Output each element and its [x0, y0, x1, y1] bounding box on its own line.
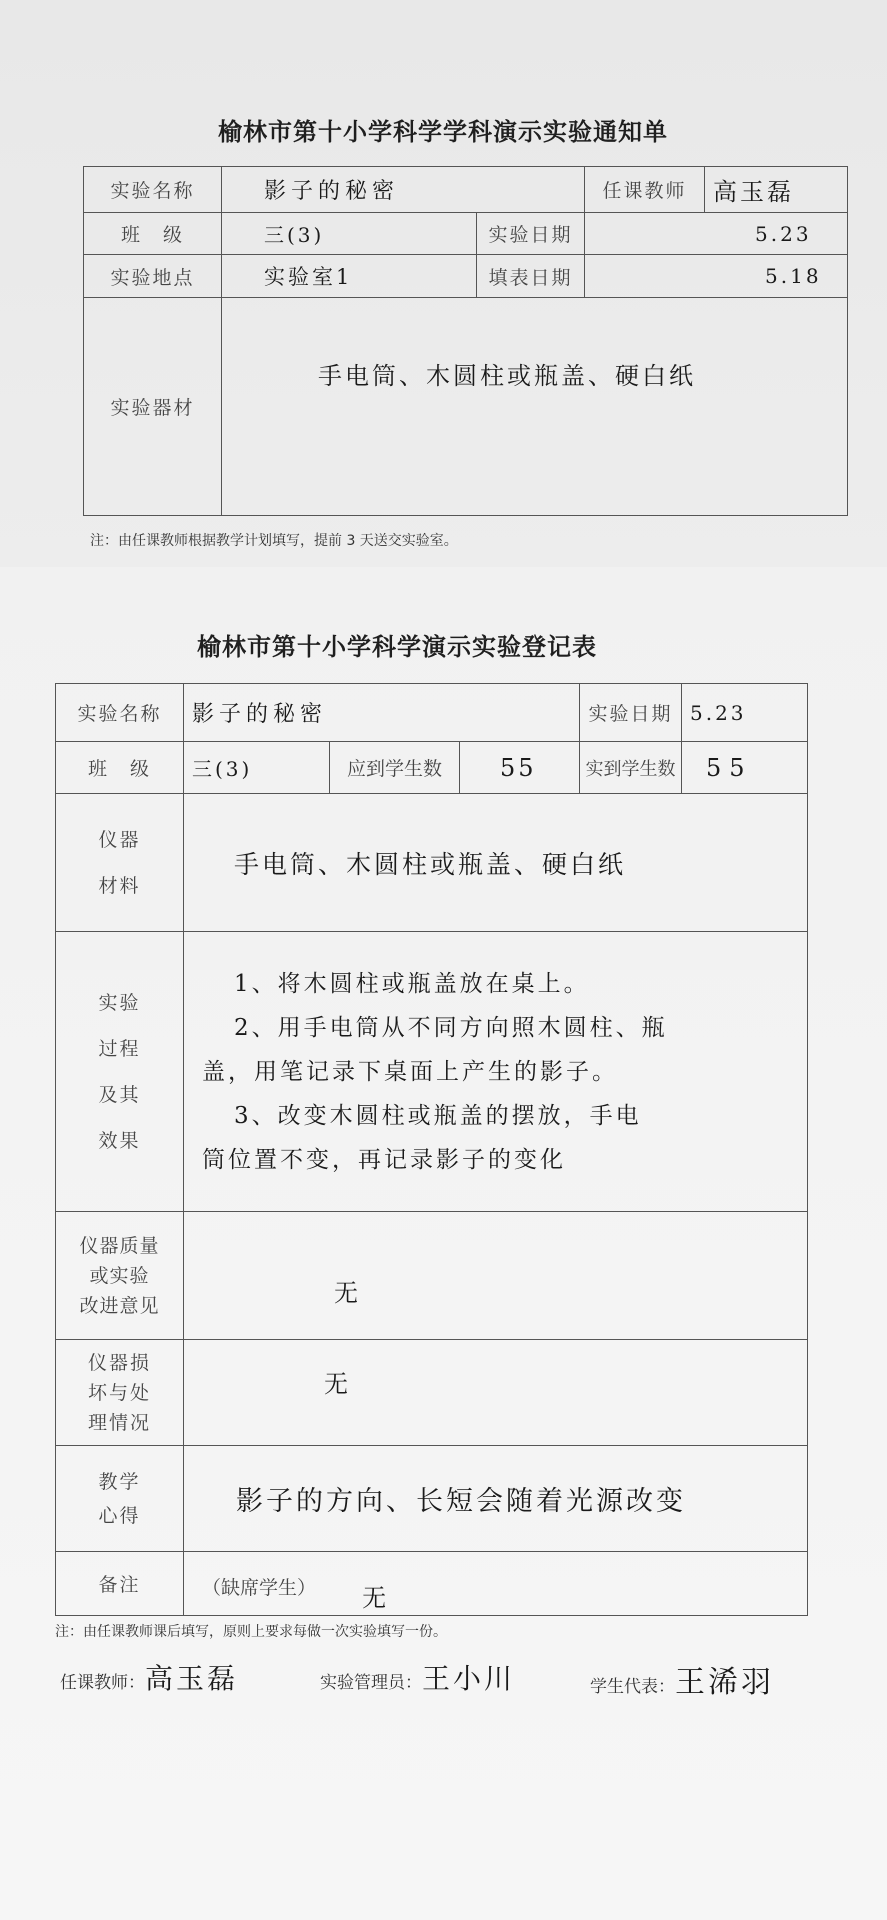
- notice-equipment-label: 实验器材: [84, 298, 222, 516]
- register-class-value: 三(3): [192, 757, 253, 781]
- manager-signature: 王小川: [422, 1662, 516, 1695]
- notice-title: 榆林市第十小学科学学科演示实验通知单: [218, 118, 668, 146]
- register-date-value: 5.23: [690, 700, 747, 725]
- register-damage-value: 无: [324, 1370, 351, 1398]
- register-absent-value: 无: [362, 1584, 390, 1612]
- notice-teacher-label: 任课教师: [585, 167, 705, 213]
- register-actual-label: 实到学生数: [580, 742, 682, 794]
- register-equipment-label: 仪器 材料: [56, 794, 184, 932]
- process-step-line: 筒位置不变，再记录影子的变化: [202, 1146, 566, 1173]
- signature-manager: 实验管理员：王小川: [320, 1662, 516, 1695]
- register-damage-label: 仪器损 坏与处 理情况: [56, 1340, 184, 1446]
- register-title: 榆林市第十小学科学演示实验登记表: [197, 633, 597, 661]
- signature-student: 学生代表：王浠羽: [590, 1665, 774, 1700]
- register-quality-value: 无: [334, 1279, 361, 1307]
- notice-teacher-value: 高玉磊: [713, 178, 795, 206]
- notice-table: [83, 166, 848, 516]
- register-process-label: 实验 过程 及其 效果: [56, 932, 184, 1212]
- teacher-signature: 高玉磊: [145, 1662, 239, 1695]
- notice-equipment-value: 手电筒、木圆柱或瓶盖、硬白纸: [318, 362, 696, 390]
- notice-date-value: 5.23: [755, 221, 812, 246]
- register-absent-label: （缺席学生）: [202, 1577, 317, 1599]
- register-experience-label: 教学 心得: [56, 1446, 184, 1552]
- notice-class-value: 三(3): [264, 223, 325, 247]
- register-experience-value: 影子的方向、长短会随着光源改变: [236, 1486, 686, 1517]
- notice-name-label: 实验名称: [84, 167, 222, 213]
- process-step-line: 1、将木圆柱或瓶盖放在桌上。: [234, 970, 590, 997]
- register-class-label: 班 级: [56, 742, 184, 794]
- notice-fill-date-label: 填表日期: [477, 255, 585, 298]
- process-step-line: 盖，用笔记录下桌面上产生的影子。: [202, 1058, 618, 1085]
- notice-fill-date-value: 5.18: [765, 264, 822, 288]
- register-quality-label: 仪器质量 或实验 改进意见: [56, 1212, 184, 1340]
- process-step-line: 3、改变木圆柱或瓶盖的摆放，手电: [234, 1102, 642, 1129]
- process-step-line: 2、用手电筒从不同方向照木圆柱、瓶: [234, 1014, 668, 1041]
- notice-class-label: 班 级: [84, 213, 222, 255]
- register-sheet: [0, 567, 887, 1920]
- register-equipment-value: 手电筒、木圆柱或瓶盖、硬白纸: [234, 849, 627, 879]
- register-name-label: 实验名称: [56, 684, 184, 742]
- register-table: [55, 683, 808, 1616]
- register-remark-label: 备注: [56, 1552, 184, 1616]
- notice-footnote: 注：由任课教师根据教学计划填写，提前 3 天送交实验室。: [90, 533, 458, 549]
- notice-place-value: 实验室1: [264, 265, 353, 289]
- register-expected-value: 55: [500, 753, 537, 782]
- register-actual-value: 55: [706, 753, 753, 782]
- notice-date-label: 实验日期: [477, 213, 585, 255]
- signature-teacher: 任课教师：高玉磊: [60, 1662, 239, 1695]
- notice-place-label: 实验地点: [84, 255, 222, 298]
- notice-sheet: [0, 0, 887, 567]
- register-date-label: 实验日期: [580, 684, 682, 742]
- student-signature: 王浠羽: [675, 1665, 774, 1700]
- register-name-value: 影子的秘密: [192, 702, 328, 727]
- register-footnote: 注：由任课教师课后填写，原则上要求每做一次实验填写一份。: [55, 1624, 447, 1640]
- register-process-value: [184, 932, 808, 1212]
- register-expected-label: 应到学生数: [330, 742, 460, 794]
- notice-name-value: 影子的秘密: [264, 179, 400, 204]
